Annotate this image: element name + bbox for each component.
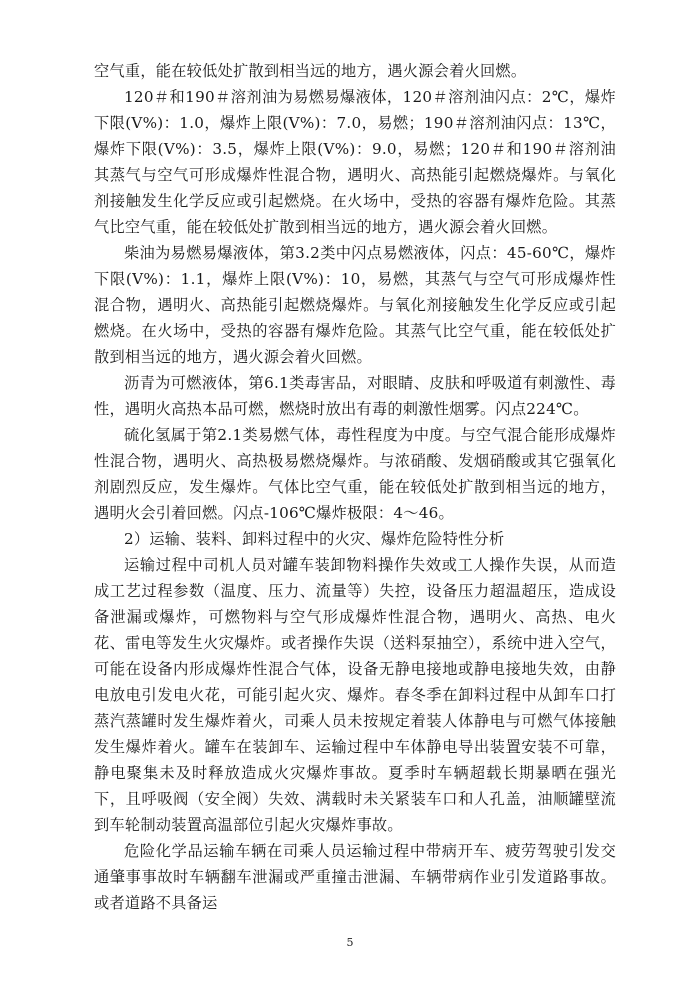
page-number: 5	[346, 936, 354, 949]
paragraph-solvent-oil: 120＃和190＃溶剂油为易燃易爆液体，120＃溶剂油闪点：2℃，爆炸下限(V%)：1.0，爆炸上限(V%)：7.0，易燃；190＃溶剂油闪点：13℃，爆炸下限(V%)：3.5，爆炸上限(V%)：9.0，易燃；120＃和190＃溶剂油其蒸气与空气可形成爆炸性混合物，遇明火、高热能引起燃烧爆炸。与氧化剂接触发生化学反应或引起燃烧。在火场中，受热的容器有爆炸危险。其蒸气比空气重，能在较低处扩散到相当远的地方，遇火源会着火回燃。	[94, 88, 616, 236]
paragraph-asphalt: 沥青为可燃液体，第6.1类毒害品，对眼睛、皮肤和呼吸道有刺激性、毒性，遇明火高热本品可燃，燃烧时放出有毒的刺激性烟雾。闪点224℃。	[94, 374, 616, 418]
paragraph-hydrogen-sulfide: 硫化氢属于第2.1类易燃气体，毒性程度为中度。与空气混合能形成爆炸性混合物，遇明火、高热极易燃烧爆炸。与浓硝酸、发烟硝酸或其它强氧化剂剧烈反应，发生爆炸。气体比空气重，能在较低处扩散到相当远的地方，遇明火会引着回燃。闪点-106℃爆炸极限：4～46。	[94, 426, 616, 522]
section-heading: 2）运输、装料、卸料过程中的火灾、爆炸危险特性分析	[124, 530, 505, 548]
paragraph-continuation: 空气重，能在较低处扩散到相当远的地方，遇火源会着火回燃。	[94, 62, 527, 80]
paragraph-transport-analysis: 运输过程中司机人员对罐车装卸物料操作失效或工人操作失误，从而造成工艺过程参数（温度、压力、流量等）失控，设备压力超温超压，造成设备泄漏或爆炸，可燃物料与空气形成爆炸性混合物，遇明火、高热、电火花、雷电等发生火灾爆炸。或者操作失误（送料泵抽空），系统中进入空气，可能在设备内形成爆炸性混合气体，设备无静电接地或静电接地失效，由静电放电引发电火花，可能引起火灾、爆炸。春冬季在卸料过程中从卸车口打蒸汽蒸罐时发生爆炸着火，司乘人员未按规定着装人体静电与可燃气体接触发生爆炸着火。罐车在装卸车、运输过程中车体静电导出装置安装不可靠，静电聚集未及时释放造成火灾爆炸事故。夏季时车辆超载长期暴晒在强光下，且呼吸阀（安全阀）失效、满载时未关紧装车口和人孔盖，油顺罐壁流到车轮制动装置高温部位引起火灾爆炸事故。	[94, 556, 616, 834]
paragraph-diesel: 柴油为易燃易爆液体，第3.2类中闪点易燃液体，闪点：45-60℃，爆炸下限(V%)：1.1，爆炸上限(V%)：10，易燃，其蒸气与空气可形成爆炸性混合物，遇明火、高热能引起燃烧爆炸。与氧化剂接触发生化学反应或引起燃烧。在火场中，受热的容器有爆炸危险。其蒸气比空气重，能在较低处扩散到相当远的地方，遇火源会着火回燃。	[94, 244, 616, 366]
paragraph-vehicle-risk: 危险化学品运输车辆在司乘人员运输过程中带病开车、疲劳驾驶引发交通肇事事故时车辆翻车泄漏或严重撞击泄漏、车辆带病作业引发道路事故。或者道路不具备运	[94, 842, 616, 912]
document-body	[94, 58, 616, 916]
